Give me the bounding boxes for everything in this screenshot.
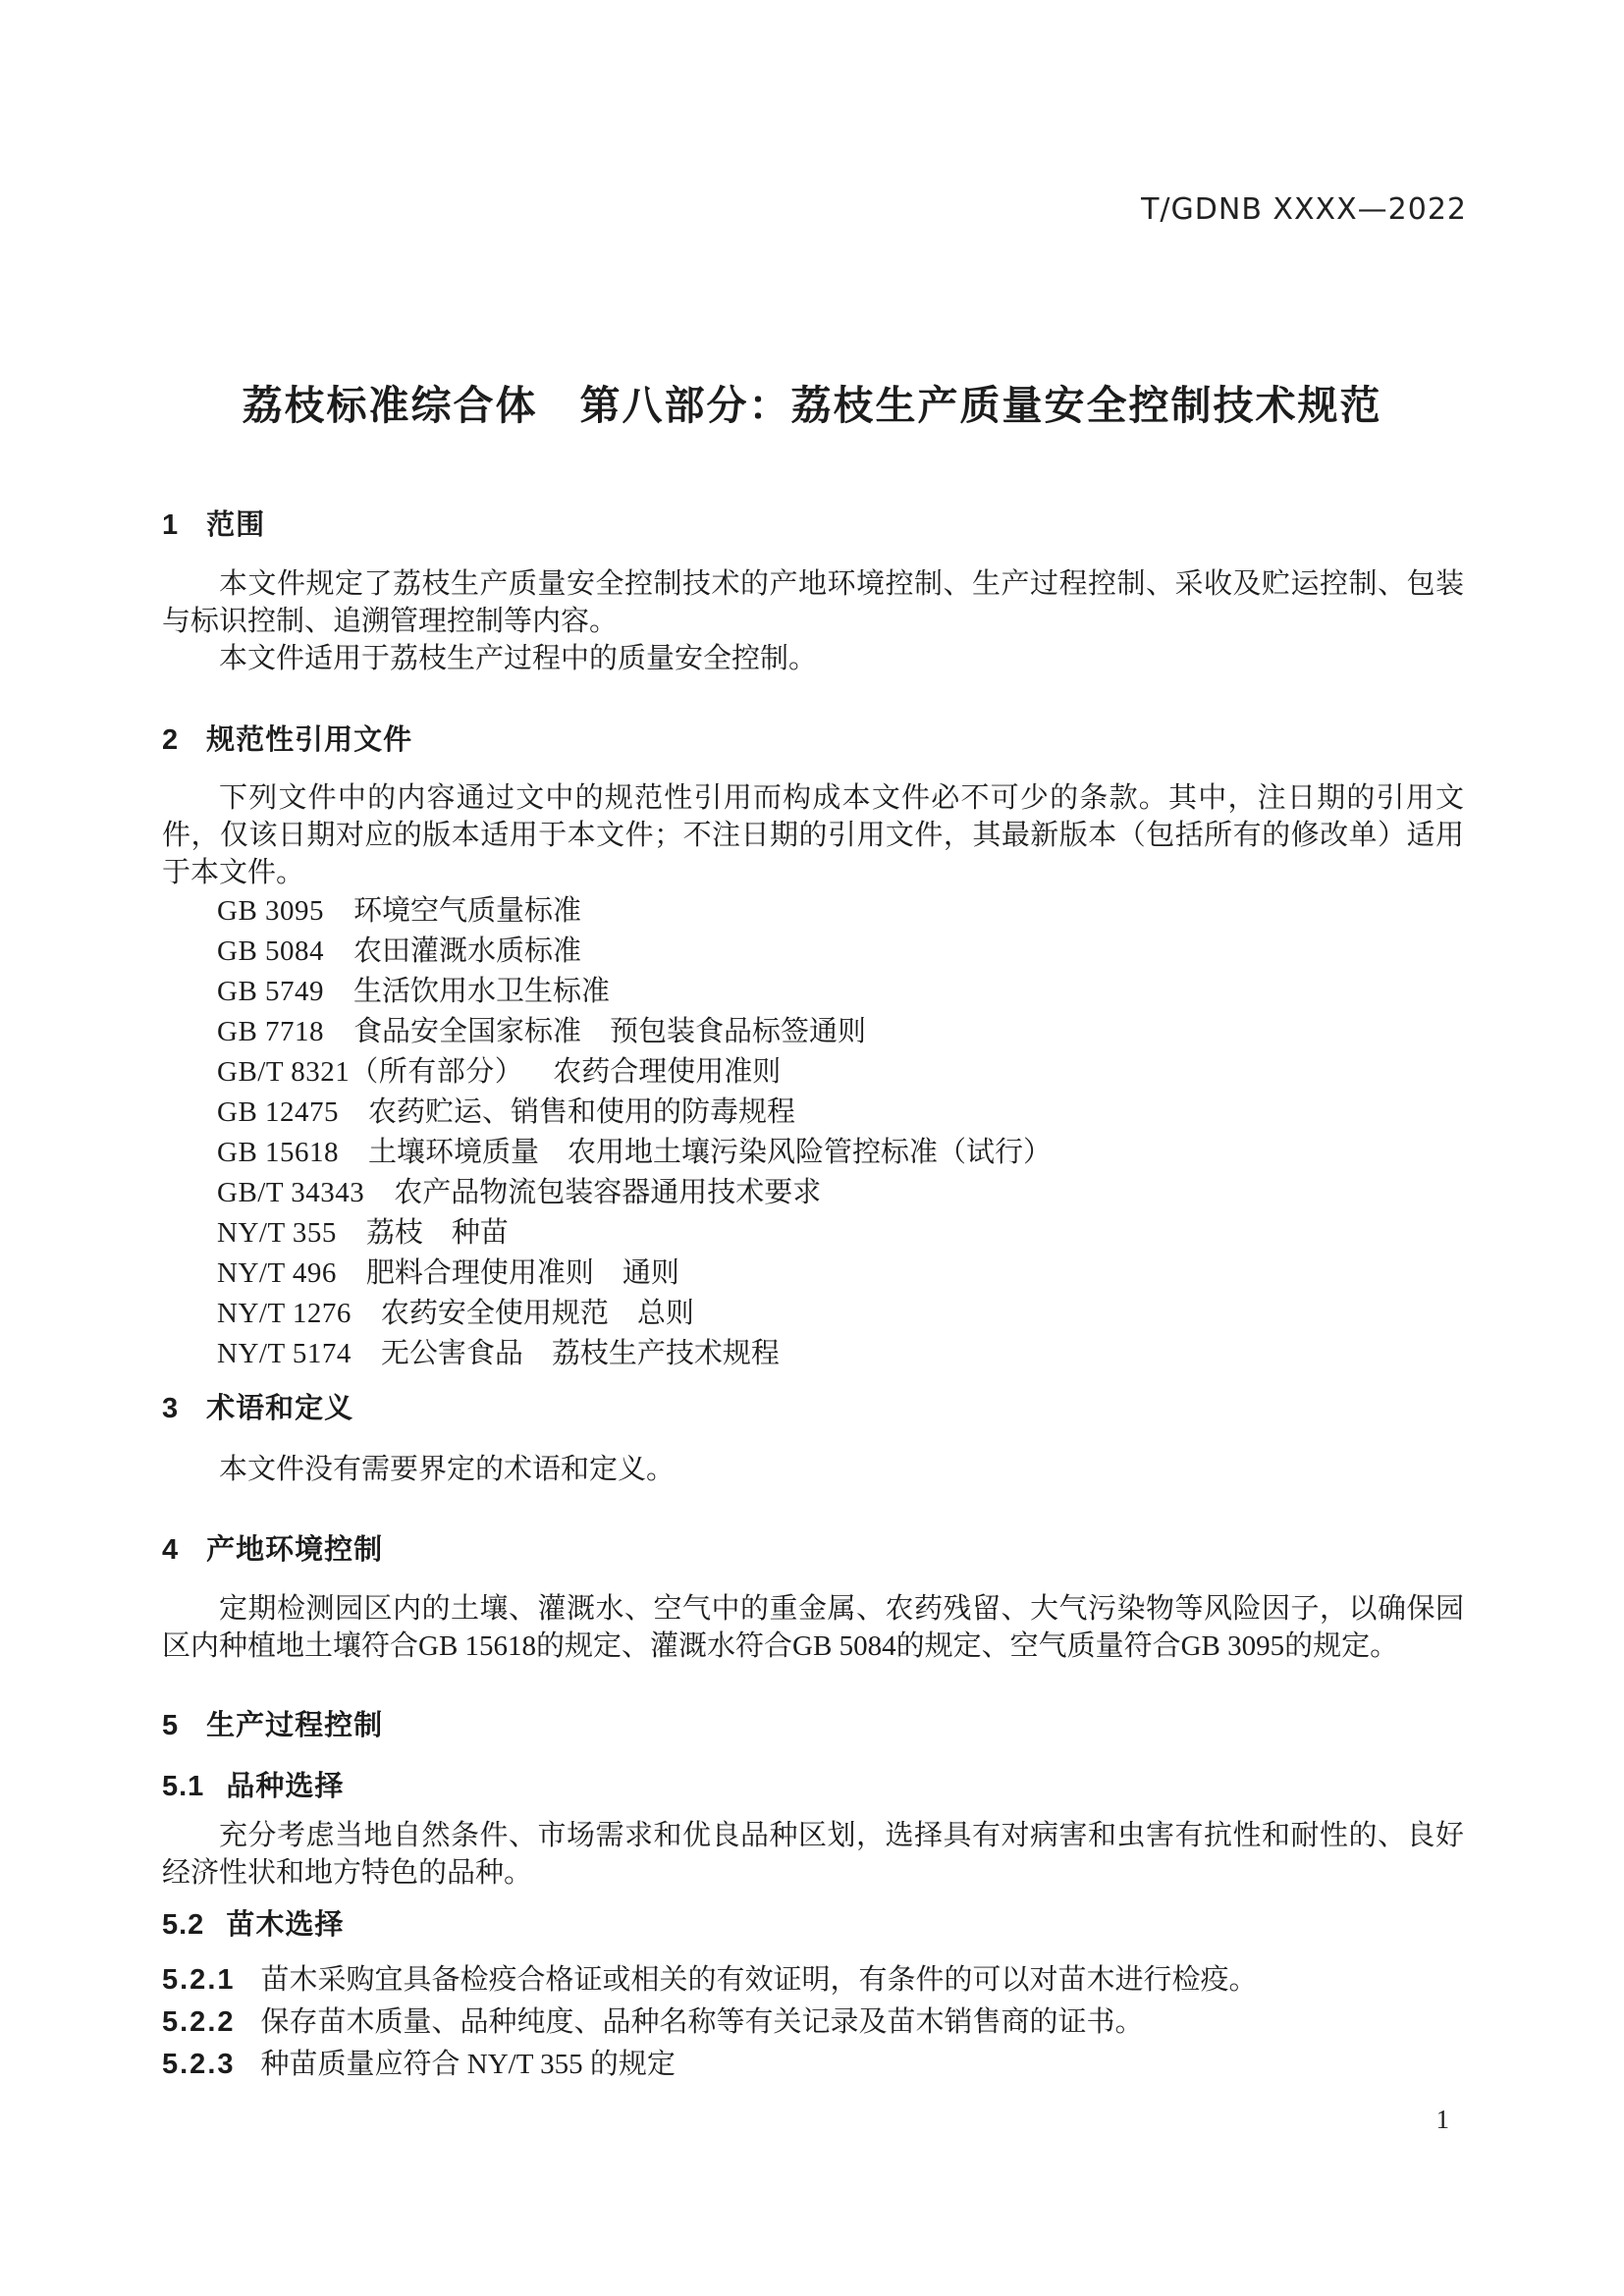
section-1-paragraph: 本文件规定了荔枝生产质量安全控制技术的产地环境控制、生产过程控制、采收及贮运控制、包装与标识控制、追溯管理控制等内容。 bbox=[162, 568, 1464, 637]
reference-name: 农田灌溉水质标准 bbox=[353, 935, 582, 967]
section-4-title: 产地环境控制 bbox=[206, 1534, 384, 1566]
section-3-number: 3 bbox=[162, 1393, 180, 1424]
reference-item bbox=[162, 1052, 1464, 1093]
section-1-title: 范围 bbox=[206, 509, 266, 541]
reference-item bbox=[162, 1093, 1464, 1133]
reference-item bbox=[162, 1294, 1464, 1334]
section-2-title: 规范性引用文件 bbox=[206, 724, 413, 756]
section-1-paragraph: 本文件适用于荔枝生产过程中的质量安全控制。 bbox=[219, 643, 818, 674]
reference-code: GB 12475 bbox=[217, 1096, 340, 1128]
reference-code: NY/T 355 bbox=[217, 1217, 337, 1249]
subsection-5-2-title: 苗木选择 bbox=[226, 1909, 345, 1941]
section-3-heading bbox=[162, 1386, 1464, 1426]
clause-number: 5.2.3 bbox=[162, 2049, 236, 2080]
section-5-heading bbox=[162, 1703, 1464, 1743]
section-2-intro: 下列文件中的内容通过文中的规范性引用而构成本文件必不可少的条款。其中，注日期的引用文件，仅该日期对应的版本适用于本文件；不注日期的引用文件，其最新版本（包括所有的修改单）适用于本文件。 bbox=[162, 782, 1464, 888]
section-4-heading bbox=[162, 1527, 1464, 1568]
document-title: 荔枝标准综合体 第八部分：荔枝生产质量安全控制技术规范 bbox=[242, 383, 1382, 428]
reference-item bbox=[162, 1334, 1464, 1374]
subsection-5-1-title: 品种选择 bbox=[226, 1771, 345, 1802]
clause-text: 苗木采购宜具备检疫合格证或相关的有效证明，有条件的可以对苗木进行检疫。 bbox=[260, 1964, 1258, 1996]
section-3-paragraph: 本文件没有需要界定的术语和定义。 bbox=[219, 1454, 676, 1485]
reference-code: NY/T 5174 bbox=[217, 1338, 352, 1369]
page-number: 1 bbox=[1435, 2105, 1449, 2134]
reference-name: 农药合理使用准则 bbox=[553, 1056, 782, 1088]
reference-item bbox=[162, 932, 1464, 972]
reference-name: 环境空气质量标准 bbox=[353, 895, 582, 927]
section-3-title: 术语和定义 bbox=[206, 1393, 354, 1424]
reference-code: NY/T 1276 bbox=[217, 1298, 352, 1329]
reference-name: 荔枝 种苗 bbox=[365, 1217, 509, 1249]
subsection-5-2-clauses bbox=[162, 1959, 1464, 2086]
reference-code: GB 15618 bbox=[217, 1137, 340, 1168]
section-1-number: 1 bbox=[162, 509, 180, 541]
subsection-5-2-number: 5.2 bbox=[162, 1909, 205, 1941]
document-code: T/GDNB XXXX—2022 bbox=[1141, 192, 1467, 227]
subsection-5-1-heading bbox=[162, 1764, 1464, 1804]
reference-code: GB 5084 bbox=[217, 935, 325, 967]
reference-name: 农药贮运、销售和使用的防毒规程 bbox=[368, 1096, 796, 1128]
reference-item bbox=[162, 1173, 1464, 1213]
reference-item bbox=[162, 1213, 1464, 1254]
section-4-number: 4 bbox=[162, 1534, 180, 1566]
clause-number: 5.2.2 bbox=[162, 2006, 236, 2038]
reference-name: 无公害食品 荔枝生产技术规程 bbox=[380, 1338, 780, 1369]
references-list bbox=[162, 891, 1464, 1374]
reference-name: 肥料合理使用准则 通则 bbox=[365, 1257, 679, 1289]
section-1-heading bbox=[162, 503, 1464, 543]
reference-item bbox=[162, 972, 1464, 1012]
reference-code: GB 7718 bbox=[217, 1016, 325, 1047]
reference-name: 农药安全使用规范 总则 bbox=[380, 1298, 694, 1329]
clause-text: 保存苗木质量、品种纯度、品种名称等有关记录及苗木销售商的证书。 bbox=[260, 2006, 1144, 2038]
clause-item bbox=[162, 2044, 1464, 2086]
section-2-heading bbox=[162, 718, 1464, 758]
reference-code: GB 5749 bbox=[217, 976, 325, 1007]
clause-text: 种苗质量应符合 NY/T 355 的规定 bbox=[260, 2049, 676, 2080]
subsection-5-2-heading bbox=[162, 1902, 1464, 1943]
section-2-number: 2 bbox=[162, 724, 180, 756]
reference-code: GB/T 8321（所有部分） bbox=[217, 1056, 524, 1088]
reference-item bbox=[162, 1133, 1464, 1173]
section-4-paragraph: 定期检测园区内的土壤、灌溉水、空气中的重金属、农药残留、大气污染物等风险因子，以确保园区内种植地土壤符合GB 15618的规定、灌溉水符合GB 5084的规定、空气质量符合GB 3095的规定。 bbox=[162, 1593, 1464, 1662]
subsection-5-1-number: 5.1 bbox=[162, 1771, 205, 1802]
reference-name: 食品安全国家标准 预包装食品标签通则 bbox=[353, 1016, 867, 1047]
clause-number: 5.2.1 bbox=[162, 1964, 236, 1996]
reference-name: 生活饮用水卫生标准 bbox=[353, 976, 611, 1007]
section-5-number: 5 bbox=[162, 1710, 180, 1741]
clause-item bbox=[162, 1959, 1464, 2002]
clause-item bbox=[162, 2002, 1464, 2044]
reference-name: 农产品物流包装容器通用技术要求 bbox=[394, 1177, 822, 1208]
reference-item bbox=[162, 891, 1464, 932]
reference-code: GB 3095 bbox=[217, 895, 325, 927]
reference-name: 土壤环境质量 农用地土壤污染风险管控标准（试行） bbox=[368, 1137, 1053, 1168]
reference-code: NY/T 496 bbox=[217, 1257, 337, 1289]
section-5-title: 生产过程控制 bbox=[206, 1710, 384, 1741]
reference-item bbox=[162, 1254, 1464, 1294]
reference-item bbox=[162, 1012, 1464, 1052]
reference-code: GB/T 34343 bbox=[217, 1177, 365, 1208]
subsection-5-1-paragraph: 充分考虑当地自然条件、市场需求和优良品种区划，选择具有对病害和虫害有抗性和耐性的、良好经济性状和地方特色的品种。 bbox=[162, 1820, 1464, 1889]
